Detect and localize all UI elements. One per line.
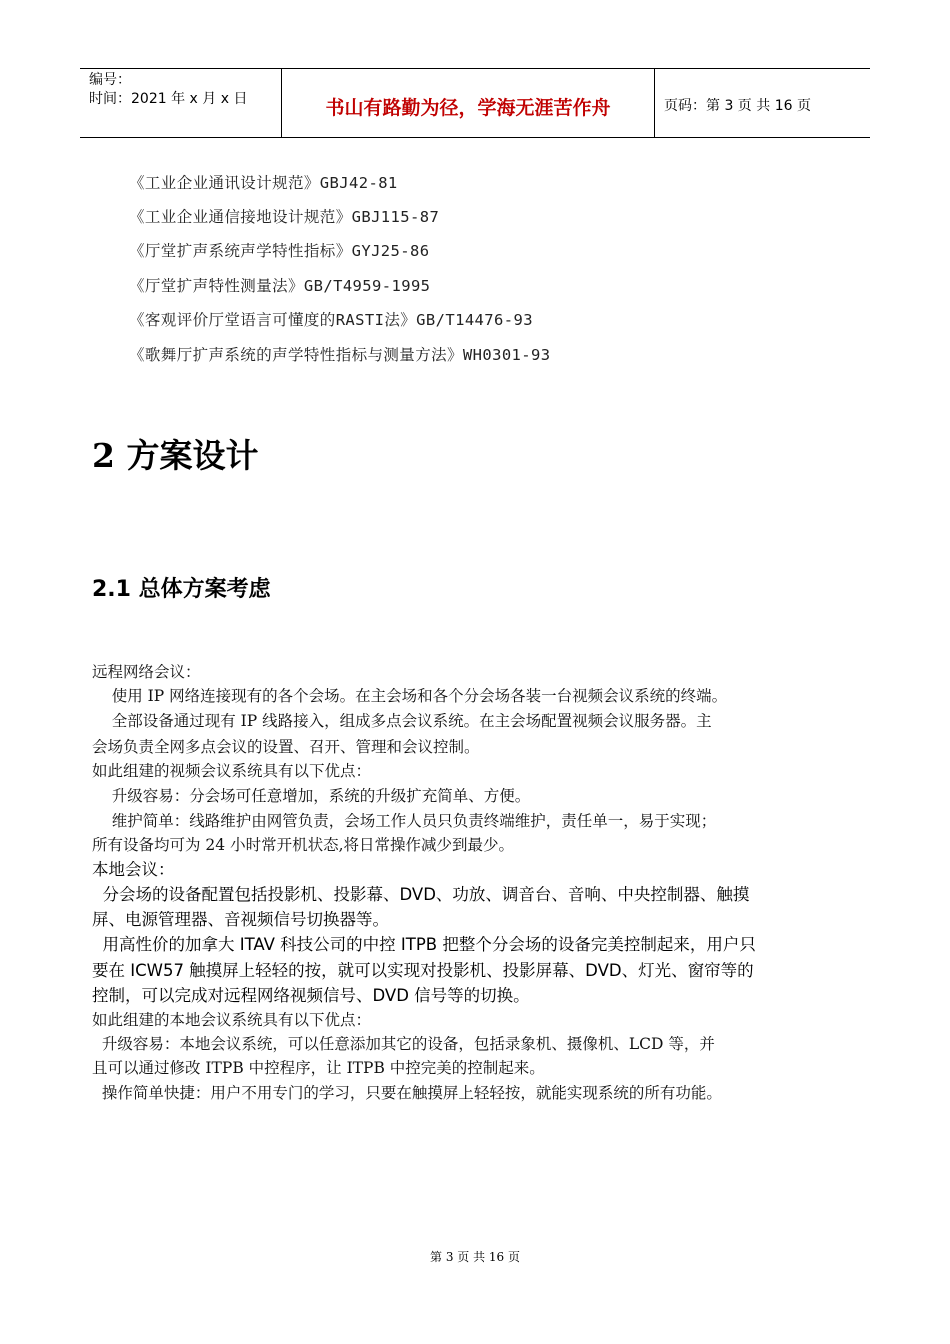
- body-line: 如此组建的视频会议系统具有以下优点：: [92, 762, 372, 780]
- body-line: 会场负责全网多点会议的设置、召开、管理和会议控制。: [92, 738, 480, 756]
- subsection-title: 2.1 总体方案考虑: [92, 577, 271, 602]
- body-line: 操作简单快捷：用户不用专门的学习，只要在触摸屏上轻轻按，就能实现系统的所有功能。: [92, 1084, 722, 1102]
- body-line: 用高性价的加拿大 ITAV 科技公司的中控 ITPB 把整个分会场的设备完美控制起来，用户只: [92, 935, 756, 954]
- reference-item: 《厅堂扩声特性测量法》GB/T4959-1995: [129, 277, 431, 295]
- header-motto: 书山有路勤为径，学海无涯苦作舟: [325, 97, 611, 119]
- reference-item: 《工业企业通讯设计规范》GBJ42-81: [129, 174, 398, 192]
- reference-item: 《客观评价厅堂语言可懂度的RASTI法》GB/T14476-93: [129, 311, 533, 329]
- header-page-info: 页码：第 3 页 共 16 页: [664, 98, 811, 114]
- header-time-label: 时间：2021 年 x 月 x 日: [89, 91, 248, 107]
- page-header: [80, 68, 870, 138]
- header-page-cell: [654, 69, 870, 137]
- body-line: 本地会议：: [92, 860, 175, 879]
- reference-item: 《工业企业通信接地设计规范》GBJ115-87: [129, 208, 440, 226]
- body-line: 且可以通过修改 ITPB 中控程序，让 ITPB 中控完美的控制起来。: [92, 1059, 545, 1077]
- header-motto-cell: [281, 69, 655, 137]
- section-title: 2 方案设计: [92, 436, 259, 475]
- body-line: 屏、电源管理器、音视频信号切换器等。: [92, 910, 389, 929]
- body-line: 远程网络会议：: [92, 663, 201, 681]
- body-line: 分会场的设备配置包括投影机、投影幕、DVD、功放、调音台、音响、中央控制器、触摸: [92, 885, 750, 904]
- body-line: 升级容易：分会场可任意增加，系统的升级扩充简单、方便。: [92, 787, 531, 805]
- header-left-cell: [80, 69, 280, 137]
- reference-item: 《歌舞厅扩声系统的声学特性指标与测量方法》WH0301-93: [129, 346, 551, 364]
- header-number-label: 编号：: [89, 72, 131, 88]
- body-line: 升级容易：本地会议系统，可以任意添加其它的设备，包括录象机、摄像机、LCD 等，并: [92, 1035, 715, 1053]
- body-line: 要在 ICW57 触摸屏上轻轻的按，就可以实现对投影机、投影屏幕、DVD、灯光、窗帘等的: [92, 961, 754, 980]
- body-line: 使用 IP 网络连接现有的各个会场。在主会场和各个分会场各装一台视频会议系统的终端。: [92, 687, 728, 705]
- body-line: 如此组建的本地会议系统具有以下优点：: [92, 1011, 372, 1029]
- body-line: 所有设备均可为 24 小时常开机状态,将日常操作减少到最少。: [92, 836, 515, 854]
- body-line: 维护简单：线路维护由网管负责，会场工作人员只负责终端维护，责任单一，易于实现；: [92, 812, 717, 830]
- page-footer: 第 3 页 共 16 页: [430, 1250, 520, 1264]
- reference-item: 《厅堂扩声系统声学特性指标》GYJ25-86: [129, 242, 430, 260]
- body-line: 控制，可以完成对远程网络视频信号、DVD 信号等的切换。: [92, 986, 530, 1005]
- body-line: 全部设备通过现有 IP 线路接入，组成多点会议系统。在主会场配置视频会议服务器。主: [92, 712, 712, 730]
